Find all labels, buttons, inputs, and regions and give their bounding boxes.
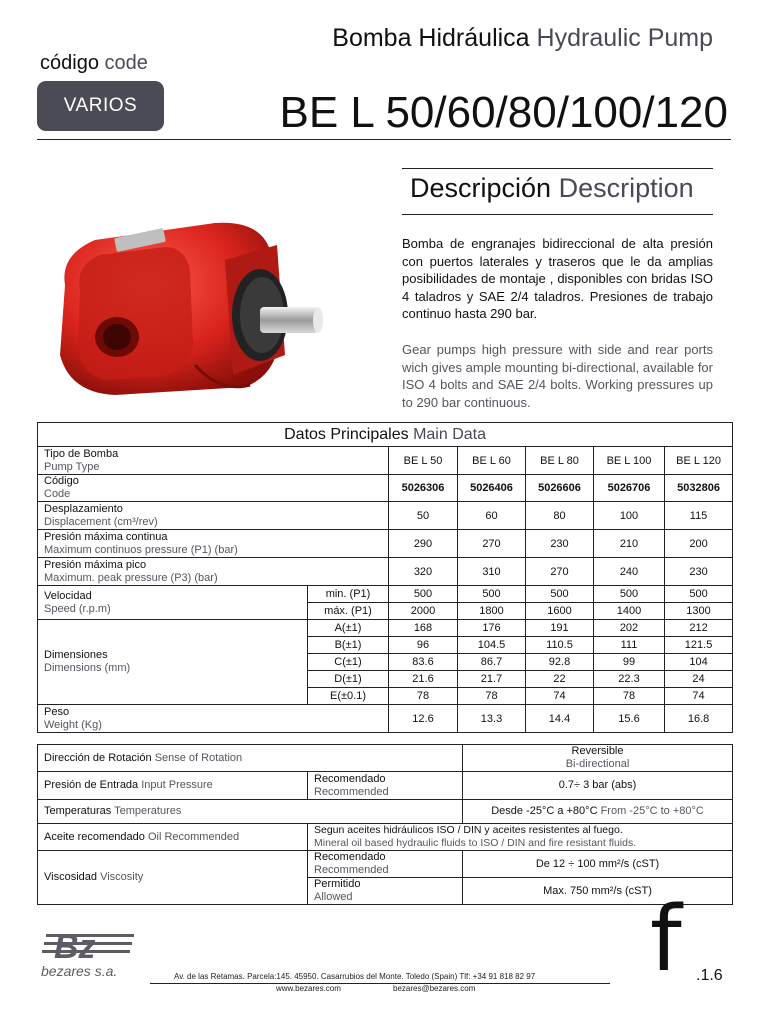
sheet-letter: f [650, 887, 682, 992]
row-label-es: Presión de Entrada [44, 779, 139, 791]
table-cell [463, 745, 733, 772]
table-cell: 78 [458, 688, 526, 705]
row-label-en: Sense of Rotation [154, 751, 243, 764]
row-label-es: Velocidad [44, 589, 92, 602]
row-label [38, 851, 308, 905]
table-cell: 310 [458, 558, 526, 586]
model-heading: BE L 50/60/80/100/120 [279, 88, 728, 137]
table-row [38, 824, 733, 851]
row-label-en: Dimensions (mm) [44, 662, 131, 674]
row-label [38, 530, 389, 558]
row-label-en: Maximum. peak pressure (P3) (bar) [44, 571, 218, 584]
table-cell: 14.4 [526, 705, 594, 733]
table-cell: De 12 ÷ 100 mm²/s (cST) [463, 851, 733, 878]
description-title-en: Description [558, 173, 694, 203]
table-cell: 500 [665, 586, 733, 603]
table-cell: 104.5 [458, 637, 526, 654]
table-row [38, 530, 733, 558]
main-data-caption-row [38, 423, 733, 447]
sub-label-en: Allowed [314, 891, 353, 903]
main-data-title-en: Main Data [413, 425, 486, 443]
row-label [38, 705, 389, 733]
product-title-en: Hydraulic Pump [536, 24, 713, 52]
table-cell: 212 [665, 620, 733, 637]
sub-label: C(±1) [308, 654, 389, 671]
row-label [38, 475, 389, 502]
row-label [38, 800, 463, 824]
table-cell: 16.8 [665, 705, 733, 733]
table-row [38, 620, 733, 637]
row-label-en: Viscosity [100, 871, 144, 883]
table-cell: 78 [594, 688, 665, 705]
table-cell: 78 [389, 688, 458, 705]
description-title-es: Descripción [410, 173, 552, 203]
table-cell: 191 [526, 620, 594, 637]
bezares-logo [40, 920, 140, 980]
table-cell: 74 [665, 688, 733, 705]
sub-label [308, 878, 463, 905]
table-cell: BE L 50 [389, 447, 458, 475]
row-label-en: Maximum continuos pressure (P1) (bar) [44, 543, 238, 556]
table-cell: 202 [594, 620, 665, 637]
table-cell: 500 [526, 586, 594, 603]
row-label-en: Displacement (cm³/rev) [44, 515, 158, 528]
operating-data-table [37, 744, 733, 905]
footer-address: Av. de las Retamas. Parcela:145. 45950. Casarrubios del Monte. Toledo (Spain) Tlf: +34 91 818 82 97 [174, 972, 536, 981]
table-row [38, 502, 733, 530]
main-data-title-es: Datos Principales [284, 425, 409, 443]
row-label [38, 745, 463, 772]
description-bottom-rule [402, 214, 713, 215]
footer-divider [150, 983, 610, 984]
table-cell: 96 [389, 637, 458, 654]
table-cell: 5026306 [389, 475, 458, 502]
value-en: Bi-directional [565, 758, 630, 770]
description-title [410, 173, 694, 204]
table-cell: 500 [389, 586, 458, 603]
sub-label: min. (P1) [308, 586, 389, 603]
logo-wordmark: bezares s.a. [41, 963, 118, 979]
table-cell: 270 [526, 558, 594, 586]
table-cell: 1800 [458, 603, 526, 620]
row-label [38, 586, 308, 620]
table-cell: 1400 [594, 603, 665, 620]
table-cell: 121.5 [665, 637, 733, 654]
table-cell: 22 [526, 671, 594, 688]
row-label-en: Input Pressure [141, 779, 213, 791]
sub-label-es: Permitido [314, 878, 361, 890]
table-cell: 5026406 [458, 475, 526, 502]
row-label-es: Desplazamiento [44, 502, 123, 515]
sub-label [308, 851, 463, 878]
table-cell: 83.6 [389, 654, 458, 671]
main-data-table [37, 422, 733, 733]
value-en: From -25°C to +80°C [600, 805, 704, 817]
header-divider [37, 139, 731, 140]
row-label-en: Weight (Kg) [44, 718, 102, 731]
table-cell: 104 [665, 654, 733, 671]
table-cell: 1600 [526, 603, 594, 620]
product-title-es: Bomba Hidráulica [332, 24, 530, 52]
table-cell: Max. 750 mm²/s (cST) [463, 878, 733, 905]
description-text-es: Bomba de engranajes bidireccional de alta presión con puertos laterales y traseros que le da amplias posibilidades de montaje , disponibles con bridas ISO 4 taladros y SAE 2/4 taladros. Presiones de trabajo continuo hasta 290 bar. [402, 236, 713, 321]
table-cell: 111 [594, 637, 665, 654]
table-cell: 80 [526, 502, 594, 530]
row-label-en: Pump Type [44, 460, 100, 473]
table-row [38, 558, 733, 586]
table-cell: 110.5 [526, 637, 594, 654]
row-label [38, 620, 308, 705]
table-cell: 200 [665, 530, 733, 558]
svg-text:Bz: Bz [54, 928, 96, 966]
table-cell: 500 [458, 586, 526, 603]
sub-label: máx. (P1) [308, 603, 389, 620]
table-cell: BE L 120 [665, 447, 733, 475]
value-en: Mineral oil based hydraulic fluids to ISO / DIN and fire resistant fluids. [314, 837, 637, 849]
table-cell: 168 [389, 620, 458, 637]
row-label [38, 558, 389, 586]
table-cell [463, 800, 733, 824]
description-text-en: Gear pumps high pressure with side and rear ports wich gives ample mounting bi-directional, available for ISO 4 bolts and SAE 2/4 bolts. Working pressures up to 290 bar continuous. [402, 342, 713, 410]
table-cell: 60 [458, 502, 526, 530]
table-cell: 176 [458, 620, 526, 637]
sub-label-en: Recommended [314, 785, 389, 798]
table-cell: 5032806 [665, 475, 733, 502]
table-row [38, 851, 733, 878]
table-cell: 320 [389, 558, 458, 586]
row-label-es: Presión máxima continua [44, 530, 168, 543]
table-cell: BE L 60 [458, 447, 526, 475]
sub-label: A(±1) [308, 620, 389, 637]
sub-label: E(±0.1) [308, 688, 389, 705]
table-cell: 500 [594, 586, 665, 603]
table-cell: 230 [665, 558, 733, 586]
table-row [38, 475, 733, 502]
sub-label-es: Recomendado [314, 772, 386, 785]
row-label-es: Presión máxima pico [44, 558, 147, 571]
row-label [38, 447, 389, 475]
product-title [332, 24, 713, 53]
table-cell: 5026706 [594, 475, 665, 502]
table-row [38, 800, 733, 824]
table-cell: 0.7÷ 3 bar (abs) [463, 772, 733, 800]
sub-label: D(±1) [308, 671, 389, 688]
table-cell: 21.6 [389, 671, 458, 688]
table-cell: 99 [594, 654, 665, 671]
table-cell: 5026606 [526, 475, 594, 502]
footer-website[interactable]: www.bezares.com [276, 984, 341, 993]
table-cell: 100 [594, 502, 665, 530]
table-cell: 12.6 [389, 705, 458, 733]
table-row [38, 705, 733, 733]
table-cell: 290 [389, 530, 458, 558]
row-label-es: Código [44, 475, 79, 487]
main-data-caption [38, 423, 733, 447]
row-label-es: Tipo de Bomba [44, 447, 119, 460]
table-cell: 210 [594, 530, 665, 558]
table-cell: 86.7 [458, 654, 526, 671]
table-cell: BE L 80 [526, 447, 594, 475]
pump-photo [45, 215, 330, 405]
table-cell: 22.3 [594, 671, 665, 688]
row-label-es: Viscosidad [44, 871, 97, 883]
table-cell: 50 [389, 502, 458, 530]
row-label [38, 824, 308, 851]
table-cell: 2000 [389, 603, 458, 620]
row-label [38, 772, 308, 800]
table-cell: 24 [665, 671, 733, 688]
sub-label-en: Recommended [314, 864, 389, 876]
table-cell: 230 [526, 530, 594, 558]
row-label-en: Oil Recommended [147, 830, 240, 843]
table-cell: 1300 [665, 603, 733, 620]
sub-label: B(±1) [308, 637, 389, 654]
footer-email[interactable]: bezares@bezares.com [393, 984, 476, 993]
value-es: Reversible [571, 745, 624, 757]
row-label-es: Peso [44, 705, 70, 718]
row-label-es: Temperaturas [44, 805, 112, 817]
table-cell [308, 824, 733, 851]
table-row [38, 745, 733, 772]
description-top-rule [402, 168, 713, 169]
table-row [38, 447, 733, 475]
row-label-es: Dimensiones [44, 649, 108, 661]
sub-label-es: Recomendado [314, 851, 386, 863]
table-cell: 21.7 [458, 671, 526, 688]
sub-label [308, 772, 463, 800]
table-cell: 15.6 [594, 705, 665, 733]
table-row [38, 586, 733, 603]
row-label-en: Temperatures [114, 805, 182, 817]
row-label [38, 502, 389, 530]
table-cell: BE L 100 [594, 447, 665, 475]
row-label-es: Aceite recomendado [44, 830, 145, 843]
table-cell: 74 [526, 688, 594, 705]
row-label-en: Speed (r.p.m) [44, 602, 111, 615]
row-label-es: Dirección de Rotación [44, 751, 152, 764]
table-cell: 13.3 [458, 705, 526, 733]
value-es: Desde -25°C a +80°C [491, 805, 598, 817]
row-label-en: Code [44, 488, 71, 500]
code-label-es: código [40, 52, 99, 74]
code-badge: VARIOS [37, 81, 164, 131]
sheet-number: .1.6 [696, 967, 723, 984]
table-row [38, 772, 733, 800]
code-label-en: code [104, 52, 148, 74]
table-cell: 115 [665, 502, 733, 530]
code-label [40, 52, 148, 75]
table-cell: 270 [458, 530, 526, 558]
value-es: Segun aceites hidráulicos ISO / DIN y aceites resistentes al fuego. [314, 824, 623, 836]
table-cell: 240 [594, 558, 665, 586]
table-cell: 92.8 [526, 654, 594, 671]
